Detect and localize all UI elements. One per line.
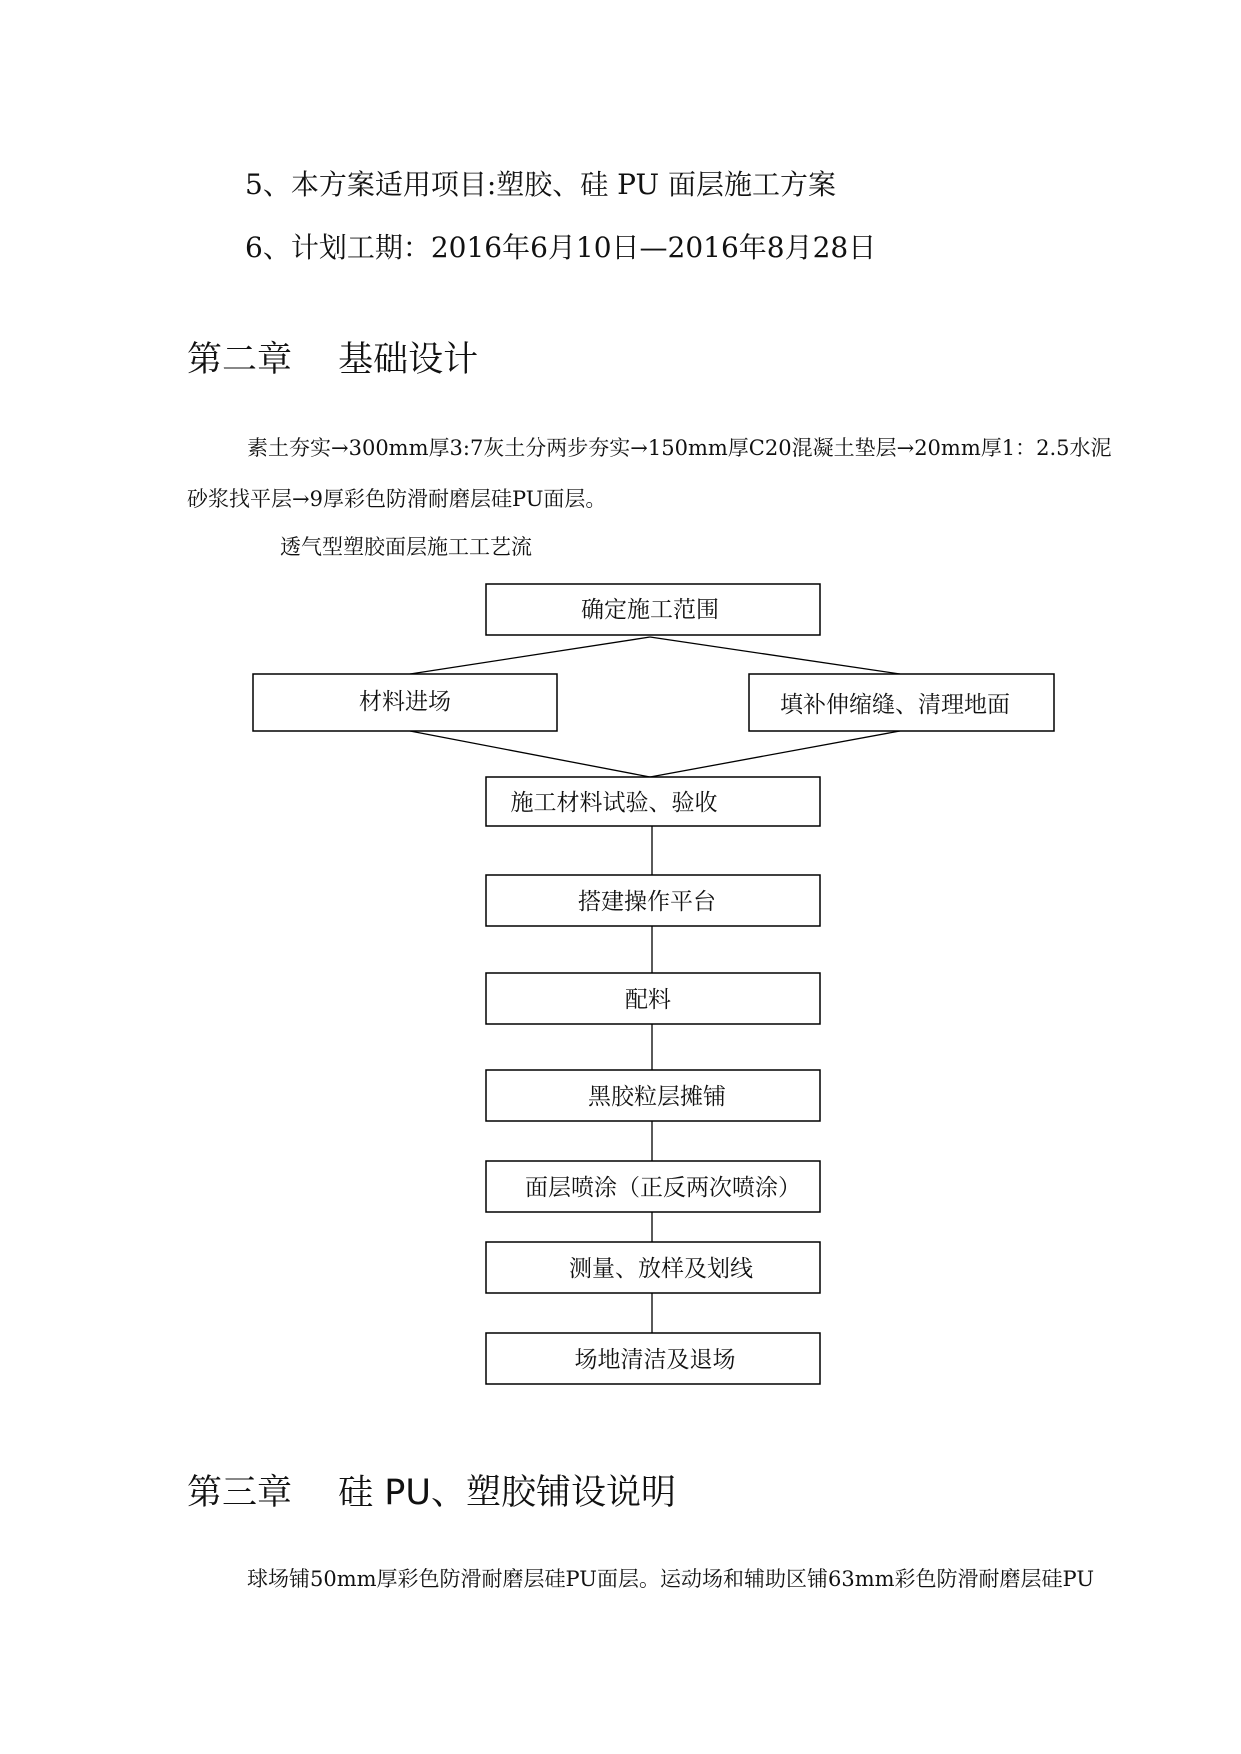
edge-materials-to-test	[410, 731, 650, 777]
chapter-3-title: 第三章 硅 PU、塑胶铺设说明	[187, 1473, 676, 1513]
flow-step-label: 确定施工范围	[581, 597, 719, 623]
flow-step-label: 搭建操作平台	[578, 889, 716, 915]
flow-step-platform	[486, 875, 820, 926]
item-5: 5、本方案适用项目:塑胶、硅 PU 面层施工方案	[245, 168, 836, 201]
flow-step-label: 施工材料试验、验收	[510, 790, 718, 816]
flow-step-fill-joints	[749, 674, 1054, 731]
flow-step-label: 配料	[625, 987, 671, 1013]
flow-step-label: 测量、放样及划线	[569, 1256, 753, 1282]
flow-step-black-layer	[486, 1070, 820, 1121]
chapter-3-paragraph-line-1: 球场铺50mm厚彩色防滑耐磨层硅PU面层。运动场和辅助区铺63mm彩色防滑耐磨层硅PU	[247, 1567, 1095, 1591]
edge-scope-to-materials	[410, 637, 650, 674]
flow-step-material-test	[486, 777, 820, 826]
flow-step-label: 面层喷涂（正反两次喷涂）	[525, 1175, 801, 1201]
flow-step-materials-in	[253, 674, 557, 731]
chapter-2-title: 第二章 基础设计	[187, 340, 479, 380]
chapter-2-paragraph-line-2: 砂浆找平层→9厚彩色防滑耐磨层硅PU面层。	[187, 487, 607, 511]
flow-step-measure	[486, 1242, 820, 1293]
flow-step-surface-spray	[486, 1161, 820, 1212]
item-6: 6、计划工期：2016年6月10日—2016年8月28日	[245, 231, 877, 264]
chapter-2-paragraph-line-1: 素土夯实→300mm厚3:7灰土分两步夯实→150mm厚C20混凝土垫层→20mm厚1：2.5水泥	[247, 436, 1112, 460]
flow-step-label: 场地清洁及退场	[574, 1347, 736, 1373]
flow-step-label: 材料进场	[359, 689, 451, 715]
flow-caption: 透气型塑胶面层施工工艺流	[280, 535, 532, 559]
flow-step-label: 填补伸缩缝、清理地面	[780, 692, 1010, 718]
flow-step-determine-scope	[486, 584, 820, 635]
flow-step-mixing	[486, 973, 820, 1024]
flow-step-cleanup	[486, 1333, 820, 1384]
edge-scope-to-joints	[650, 637, 900, 674]
flow-step-label: 黑胶粒层摊铺	[588, 1084, 726, 1110]
edge-joints-to-test	[650, 731, 900, 777]
